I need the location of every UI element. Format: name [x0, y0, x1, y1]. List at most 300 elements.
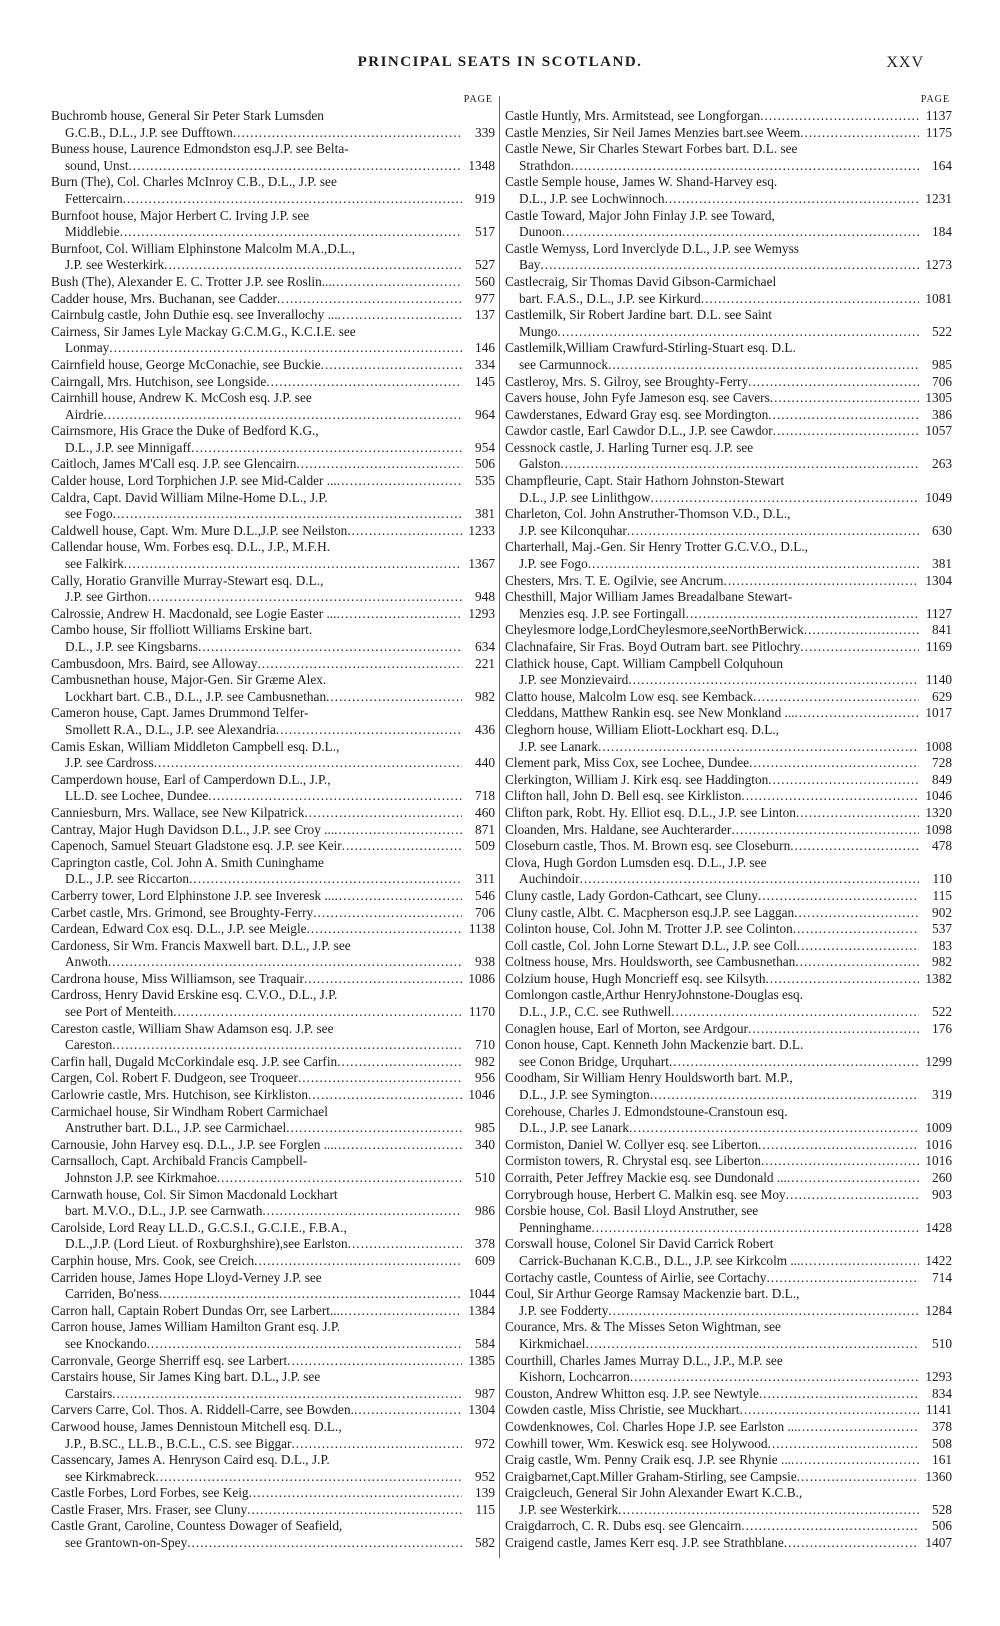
- page-number: 964: [475, 406, 495, 422]
- page-number: 378: [475, 1236, 495, 1252]
- index-entry: [51, 1070, 495, 1087]
- entry-text: Courance, Mrs. & The Misses Seton Wightman, see: [505, 1319, 781, 1335]
- entry-text: Corehouse, Charles J. Edmondstoune-Cranstoun esq.: [505, 1103, 788, 1119]
- page-number: 145: [475, 373, 495, 389]
- entry-text: Castle Huntly, Mrs. Armitstead, see Longforgan: [505, 108, 761, 123]
- entry-text: Corrybrough house, Herbert C. Malkin esq. see Moy: [505, 1186, 786, 1202]
- dot-leader: [748, 374, 919, 391]
- dot-leader: [103, 407, 462, 424]
- dot-leader: [560, 456, 919, 473]
- entry-text: Galston: [519, 456, 561, 472]
- dot-leader: [334, 822, 462, 839]
- dot-leader: [629, 1120, 919, 1137]
- page-number: 938: [475, 954, 495, 970]
- dot-leader: [765, 971, 919, 988]
- page-number: 985: [932, 356, 952, 372]
- dot-leader: [753, 689, 919, 706]
- index-entry: [505, 1037, 952, 1070]
- index-entry: [505, 755, 952, 772]
- index-entry: [505, 307, 952, 340]
- dot-leader: [257, 656, 462, 673]
- page-number: 1385: [468, 1352, 495, 1368]
- page-number: 263: [932, 456, 952, 472]
- entry-text: Craigend castle, James Kerr esq. J.P. see Strathblane: [505, 1535, 784, 1551]
- page-number: 948: [475, 589, 495, 605]
- dot-leader: [741, 1518, 919, 1535]
- page-number: 728: [932, 755, 952, 771]
- entry-text: Mungo: [519, 323, 558, 339]
- dot-leader: [557, 324, 919, 341]
- index-entry: [51, 805, 495, 822]
- entry-text: Lonmay: [65, 340, 110, 356]
- entry-text: Careston castle, William Shaw Adamson esq. J.P. see: [51, 1020, 334, 1036]
- entry-text: bart. M.V.O., D.L., J.P. see Carnwath: [65, 1203, 263, 1219]
- entry-text: Cairnhill house, Andrew K. McCosh esq. J.P. see: [51, 390, 312, 406]
- page-number: 522: [932, 323, 952, 339]
- running-title: PRINCIPAL SEATS IN SCOTLAND.: [357, 54, 643, 70]
- entry-text: see Falkirk: [65, 556, 124, 572]
- entry-text: D.L., J.P., C.C. see Ruthwell: [519, 1004, 672, 1020]
- index-entry: [505, 971, 952, 988]
- dot-leader: [342, 838, 462, 855]
- index-entry: [51, 705, 495, 738]
- page-number: 115: [475, 1501, 495, 1517]
- entry-text: Burnfoot house, Major Herbert C. Irving J.P. see: [51, 207, 310, 223]
- index-entry: [505, 1236, 952, 1269]
- page-number: 1348: [468, 157, 495, 173]
- index-entry: [505, 1518, 952, 1535]
- page-number: 919: [475, 190, 495, 206]
- entry-text: D.L., J.P. see Riccarton: [65, 871, 190, 887]
- index-entry: [51, 772, 495, 805]
- dot-leader: [108, 954, 462, 971]
- dot-leader: [768, 772, 919, 789]
- dot-leader: [291, 1436, 462, 1453]
- index-entry: [51, 208, 495, 241]
- dot-leader: [112, 1037, 462, 1054]
- page-number: 1231: [925, 190, 952, 206]
- dot-leader: [773, 423, 919, 440]
- entry-text: Clerkington, William J. Kirk esq. see Haddington: [505, 771, 769, 787]
- page-number: 1016: [925, 1136, 952, 1152]
- entry-text: see Fogo: [65, 506, 113, 522]
- index-entry: [51, 1303, 495, 1320]
- entry-text: Carstairs house, Sir James King bart. D.L., J.P. see: [51, 1369, 321, 1385]
- entry-text: Cambo house, Sir ffolliott Williams Erskine bart.: [51, 622, 313, 638]
- entry-text: Conaglen house, Earl of Morton, see Ardgour: [505, 1020, 748, 1036]
- page-number: 164: [932, 157, 952, 173]
- entry-text: J.P. see Westerkirk: [65, 257, 165, 273]
- entry-text: Cowdenknowes, Col. Charles Hope J.P. see Earlston ...: [505, 1418, 798, 1434]
- page-number: 871: [475, 821, 495, 837]
- dot-leader: [760, 108, 919, 125]
- entry-text: Canniesburn, Mrs. Wallace, see New Kilpatrick: [51, 804, 305, 820]
- page-number: 1382: [925, 970, 952, 986]
- index-entry: [51, 1137, 495, 1154]
- index-entry: [51, 374, 495, 391]
- dot-leader: [112, 1386, 462, 1403]
- page-number: 706: [932, 373, 952, 389]
- entry-text: Carstairs: [65, 1385, 113, 1401]
- entry-text: LL.D. see Lochee, Dundee: [65, 788, 209, 804]
- entry-text: Cormiston towers, R. Chrystal esq. see Liberton: [505, 1153, 761, 1169]
- page-number: 985: [475, 1120, 495, 1136]
- entry-text: Carrick-Buchanan K.C.B., D.L., J.P. see Kirkcolm ...: [519, 1252, 801, 1268]
- dot-leader: [313, 905, 462, 922]
- page-number: 903: [932, 1186, 952, 1202]
- dot-leader: [249, 1485, 462, 1502]
- index-entry: [505, 440, 952, 473]
- dot-leader: [650, 1087, 919, 1104]
- index-entry: [505, 1535, 952, 1552]
- page-number: 510: [932, 1335, 952, 1351]
- entry-text: Corswall house, Colonel Sir David Carrick Robert: [505, 1236, 774, 1252]
- index-entry: [505, 805, 952, 822]
- entry-text: Lockhart bart. C.B., D.L., J.P. see Cambusnethan: [65, 688, 327, 704]
- page-number: 378: [932, 1418, 952, 1434]
- entry-text: Castlemilk, Sir Robert Jardine bart. D.L. see Saint: [505, 307, 772, 323]
- dot-leader: [540, 257, 919, 274]
- page-number: 849: [932, 771, 952, 787]
- dot-leader: [665, 191, 919, 208]
- page-number: 460: [475, 804, 495, 820]
- index-entry: [51, 938, 495, 971]
- dot-leader: [748, 1021, 919, 1038]
- page-number: 381: [932, 556, 952, 572]
- page-number: 1044: [468, 1286, 495, 1302]
- page-number: 954: [475, 439, 495, 455]
- dot-leader: [173, 1004, 462, 1021]
- entry-text: Cardrona house, Miss Williamson, see Traquair: [51, 970, 304, 986]
- entry-text: Kirkmichael: [519, 1335, 586, 1351]
- dot-leader: [795, 954, 919, 971]
- page-number: 987: [475, 1385, 495, 1401]
- dot-leader: [307, 921, 462, 938]
- dot-leader: [191, 440, 462, 457]
- dot-leader: [608, 1303, 919, 1320]
- page-number: 714: [932, 1269, 952, 1285]
- entry-text: bart. F.A.S., D.L., J.P. see Kirkurd: [519, 290, 701, 306]
- index-entry: [505, 954, 952, 971]
- dot-leader: [591, 1220, 919, 1237]
- entry-text: Penninghame: [519, 1219, 592, 1235]
- dot-leader: [159, 1286, 462, 1303]
- entry-text: Carnwath house, Col. Sir Simon Macdonald Lockhart: [51, 1186, 338, 1202]
- index-entry: [505, 423, 952, 440]
- entry-text: Coodham, Sir William Henry Houldsworth bart. M.P.,: [505, 1070, 793, 1086]
- page-number: 522: [932, 1004, 952, 1020]
- entry-text: Clatto house, Malcolm Low esq. see Kemback: [505, 688, 754, 704]
- entry-text: Castle Toward, Major John Finlay J.P. see Toward,: [505, 207, 775, 223]
- index-entry: [505, 506, 952, 539]
- entry-text: Dunoon: [519, 224, 562, 240]
- entry-text: Capenoch, Samuel Steuart Gladstone esq. J.P. see Keir: [51, 838, 342, 854]
- page-number: 1284: [925, 1302, 952, 1318]
- dot-leader: [147, 1336, 462, 1353]
- index-entry: [505, 1137, 952, 1154]
- page-number: 1360: [925, 1468, 952, 1484]
- index-entry: [51, 307, 495, 324]
- index-entry: [505, 905, 952, 922]
- page-number: 146: [475, 340, 495, 356]
- page-number: 1046: [925, 788, 952, 804]
- page-number: 1170: [468, 1004, 495, 1020]
- entry-text: Carwood house, James Dennistoun Mitchell esq. D.L.,: [51, 1418, 342, 1434]
- entry-text: Corsbie house, Col. Basil Lloyd Anstruther, see: [505, 1203, 759, 1219]
- page-number: 527: [475, 257, 495, 273]
- entry-text: Cowhill tower, Wm. Keswick esq. see Holywood: [505, 1435, 768, 1451]
- dot-leader: [123, 191, 462, 208]
- page-number: 1046: [468, 1087, 495, 1103]
- index-entry: [51, 473, 495, 490]
- page-number: 1057: [925, 423, 952, 439]
- entry-text: Carvers Carre, Col. Thos. A. Riddell-Carre, see Bowden.: [51, 1402, 354, 1418]
- page-number: 1016: [925, 1153, 952, 1169]
- page-number: 956: [475, 1070, 495, 1086]
- page-number: 718: [475, 788, 495, 804]
- index-entry: [505, 788, 952, 805]
- dot-leader: [758, 888, 919, 905]
- page-number: 340: [475, 1136, 495, 1152]
- index-entry: [505, 1452, 952, 1469]
- dot-leader: [296, 456, 462, 473]
- page-number: 902: [932, 904, 952, 920]
- dot-leader: [759, 1386, 919, 1403]
- dot-leader: [784, 1535, 919, 1552]
- dot-leader: [154, 755, 462, 772]
- entry-text: Cluny castle, Albt. C. Macpherson esq.J.P. see Laggan: [505, 904, 795, 920]
- entry-text: sound, Unst: [65, 157, 129, 173]
- dot-leader: [786, 1187, 919, 1204]
- dot-leader: [795, 705, 919, 722]
- entry-text: Courthill, Charles James Murray D.L., J.P., M.P. see: [505, 1352, 783, 1368]
- index-entry: [51, 656, 495, 673]
- entry-text: Smollett R.A., D.L., J.P. see Alexandria: [65, 721, 276, 737]
- dot-leader: [208, 788, 462, 805]
- page-number: 1009: [925, 1120, 952, 1136]
- dot-leader: [800, 125, 919, 142]
- entry-text: see Knockando: [65, 1335, 147, 1351]
- entry-text: Craigdarroch, C. R. Dubs esq. see Glencairn: [505, 1518, 742, 1534]
- dot-leader: [217, 1170, 462, 1187]
- index-entry: [51, 1253, 495, 1270]
- index-entry: [51, 1353, 495, 1370]
- index-entry: [51, 523, 495, 540]
- index-entry: [51, 1369, 495, 1402]
- page-number: 1304: [468, 1402, 495, 1418]
- entry-text: Caitloch, James M'Call esq. J.P. see Glencairn: [51, 456, 297, 472]
- page-number: 508: [932, 1435, 952, 1451]
- entry-text: J.P. see Kilconquhar: [519, 522, 627, 538]
- dot-leader: [340, 1303, 462, 1320]
- entry-text: Carnsalloch, Capt. Archibald Francis Campbell-: [51, 1153, 308, 1169]
- dot-leader: [768, 1436, 919, 1453]
- index-entry: [505, 1419, 952, 1436]
- page-column-label: PAGE: [920, 94, 950, 105]
- entry-text: Cortachy castle, Countess of Airlie, see Cortachy: [505, 1269, 767, 1285]
- dot-leader: [749, 755, 919, 772]
- entry-text: Coll castle, Col. John Lorne Stewart D.L., J.P. see Coll: [505, 937, 797, 953]
- entry-text: Buchromb house, General Sir Peter Stark Lumsden: [51, 108, 324, 123]
- dot-leader: [741, 788, 919, 805]
- entry-text: Carfin hall, Dugald McCorkindale esq. J.P. see Carfin: [51, 1053, 338, 1069]
- page-number-roman: XXV: [886, 54, 924, 71]
- index-entry: [505, 639, 952, 656]
- index-entry: [505, 1153, 952, 1170]
- index-entry: [51, 1021, 495, 1054]
- index-entry: [51, 971, 495, 988]
- dot-leader: [354, 1402, 462, 1419]
- page-header: [0, 54, 1000, 78]
- entry-text: Coul, Sir Arthur George Ramsay Mackenzie bart. D.L.,: [505, 1286, 800, 1302]
- entry-text: Buness house, Laurence Edmondston esq.J.P. see Belta-: [51, 141, 349, 157]
- index-entry: [51, 672, 495, 705]
- index-entry: [505, 1021, 952, 1038]
- dot-leader: [797, 938, 919, 955]
- entry-text: Cleghorn house, William Eliott-Lockhart esq. D.L.,: [505, 721, 779, 737]
- entry-text: see Grantown-on-Spey: [65, 1535, 188, 1551]
- entry-text: J.P. see Monzievaird: [519, 672, 629, 688]
- page-number: 1086: [468, 970, 495, 986]
- dot-leader: [266, 374, 462, 391]
- index-entry: [505, 722, 952, 755]
- dot-leader: [797, 1469, 919, 1486]
- entry-text: Cluny castle, Lady Gordon-Cathcart, see Cluny: [505, 887, 758, 903]
- page-number: 1293: [468, 605, 495, 621]
- page-number: 537: [932, 921, 952, 937]
- entry-text: see Kirkmabreck: [65, 1468, 156, 1484]
- dot-leader: [628, 672, 919, 689]
- page-number: 1299: [925, 1053, 952, 1069]
- entry-text: Coltness house, Mrs. Houldsworth, see Cambusnethan: [505, 954, 796, 970]
- index-entry: [505, 1270, 952, 1287]
- page-number: 506: [932, 1518, 952, 1534]
- dot-leader: [338, 307, 462, 324]
- dot-leader: [608, 357, 919, 374]
- entry-text: Castlemilk,William Crawfurd-Stirling-Stuart esq. D.L.: [505, 340, 796, 356]
- page-number: 1320: [925, 804, 952, 820]
- dot-leader: [155, 1469, 462, 1486]
- entry-text: Castle Grant, Caroline, Countess Dowager of Seafield,: [51, 1518, 343, 1534]
- entry-text: Castle Wemyss, Lord Inverclyde D.L., J.P. see Wemyss: [505, 240, 799, 256]
- dot-leader: [304, 971, 462, 988]
- entry-text: Carronvale, George Sherriff esq. see Larbert: [51, 1352, 288, 1368]
- dot-leader: [761, 1153, 919, 1170]
- index-entry: [51, 390, 495, 423]
- index-entry: [505, 208, 952, 241]
- dot-leader: [796, 805, 919, 822]
- index-entry: [505, 772, 952, 789]
- entry-text: Cloanden, Mrs. Haldane, see Auchterarder: [505, 821, 732, 837]
- index-entry: [505, 1187, 952, 1204]
- entry-text: D.L.,J.P. (Lord Lieut. of Roxburghshire),see Earlston: [65, 1236, 348, 1252]
- dot-leader: [276, 722, 462, 739]
- dot-leader: [254, 1253, 462, 1270]
- index-entry: [51, 606, 495, 623]
- entry-text: J.P. see Girthon: [65, 589, 148, 605]
- page-number: 311: [475, 871, 495, 887]
- entry-text: see Port of Menteith: [65, 1004, 174, 1020]
- dot-leader: [347, 523, 462, 540]
- entry-text: Carlowrie castle, Mrs. Hutchison, see Kirkliston: [51, 1087, 309, 1103]
- page-number: 137: [475, 307, 495, 323]
- entry-text: Cameron house, Capt. James Drummond Telfer-: [51, 705, 309, 721]
- dot-leader: [758, 1137, 919, 1154]
- entry-text: J.P. see Fodderty: [519, 1302, 609, 1318]
- entry-text: Cawderstanes, Edward Gray esq. see Mordington: [505, 406, 769, 422]
- entry-text: Castle Semple house, James W. Shand-Harvey esq.: [505, 174, 778, 190]
- index-entry: [505, 938, 952, 955]
- dot-leader: [334, 1137, 462, 1154]
- page-number: 339: [475, 124, 495, 140]
- dot-leader: [187, 1535, 462, 1552]
- dot-leader: [326, 689, 462, 706]
- index-entry: [505, 622, 952, 639]
- entry-text: Couston, Andrew Whitton esq. J.P. see Newtyle: [505, 1385, 759, 1401]
- page-number: 630: [932, 522, 952, 538]
- entry-text: Burn (The), Col. Charles McInroy C.B., D.L., J.P. see: [51, 174, 337, 190]
- dot-leader: [337, 473, 462, 490]
- dot-leader: [630, 1369, 919, 1386]
- entry-text: Cantray, Major Hugh Davidson D.L., J.P. see Croy ...: [51, 821, 335, 837]
- entry-text: Cambusdoon, Mrs. Baird, see Alloway: [51, 655, 258, 671]
- index-entry: [51, 108, 495, 141]
- entry-text: Clathick house, Capt. William Campbell Colquhoun: [505, 655, 784, 671]
- page-number: 506: [475, 456, 495, 472]
- entry-text: J.P. see Westerkirk: [519, 1501, 619, 1517]
- dot-leader: [669, 1054, 919, 1071]
- entry-text: Clifton hall, John D. Bell esq. see Kirkliston: [505, 788, 742, 804]
- dot-leader: [337, 1054, 462, 1071]
- page-number: 176: [932, 1020, 952, 1036]
- dot-leader: [686, 606, 919, 623]
- entry-text: Cowden castle, Miss Christie, see Muckhart: [505, 1402, 740, 1418]
- index-entry: [505, 838, 952, 855]
- entry-text: Callendar house, Wm. Forbes esq. D.L., J.P., M.F.H.: [51, 539, 331, 555]
- page-number: 1138: [468, 921, 495, 937]
- index-entry: [505, 407, 952, 424]
- page-number: 334: [475, 356, 495, 372]
- entry-text: Castle Menzies, Sir Neil James Menzies bart.see Weem: [505, 124, 801, 140]
- entry-text: J.P. see Cardross: [65, 755, 154, 771]
- entry-text: Caldwell house, Capt. Wm. Mure D.L.,J.P. see Neilston: [51, 522, 348, 538]
- dot-leader: [588, 556, 919, 573]
- entry-text: Carriden, Bo'ness: [65, 1286, 159, 1302]
- page-number: 710: [475, 1037, 495, 1053]
- index-entry: [51, 1452, 495, 1485]
- dot-leader: [321, 357, 462, 374]
- dot-leader: [671, 1004, 919, 1021]
- entry-text: Cally, Horatio Granville Murray-Stewart esq. D.L.,: [51, 572, 324, 588]
- entry-text: see Carmunnock: [519, 356, 608, 372]
- dot-leader: [585, 1336, 919, 1353]
- dot-leader: [164, 257, 462, 274]
- page-number: 1137: [925, 108, 952, 123]
- index-entry: [505, 705, 952, 722]
- page-number: 1293: [925, 1369, 952, 1385]
- left-column: [51, 92, 495, 1552]
- dot-leader: [334, 888, 462, 905]
- dot-leader: [298, 1070, 462, 1087]
- entry-text: Cleddans, Matthew Rankin esq. see New Monkland ...: [505, 705, 795, 721]
- dot-leader: [598, 739, 919, 756]
- index-entry: [51, 921, 495, 938]
- page-number: 982: [932, 954, 952, 970]
- index-entry: [51, 1054, 495, 1071]
- entry-text: Anwoth: [65, 954, 108, 970]
- page-number: 1140: [925, 672, 952, 688]
- entry-text: Craigbarnet,Capt.Miller Graham-Stirling, see Campsie: [505, 1468, 797, 1484]
